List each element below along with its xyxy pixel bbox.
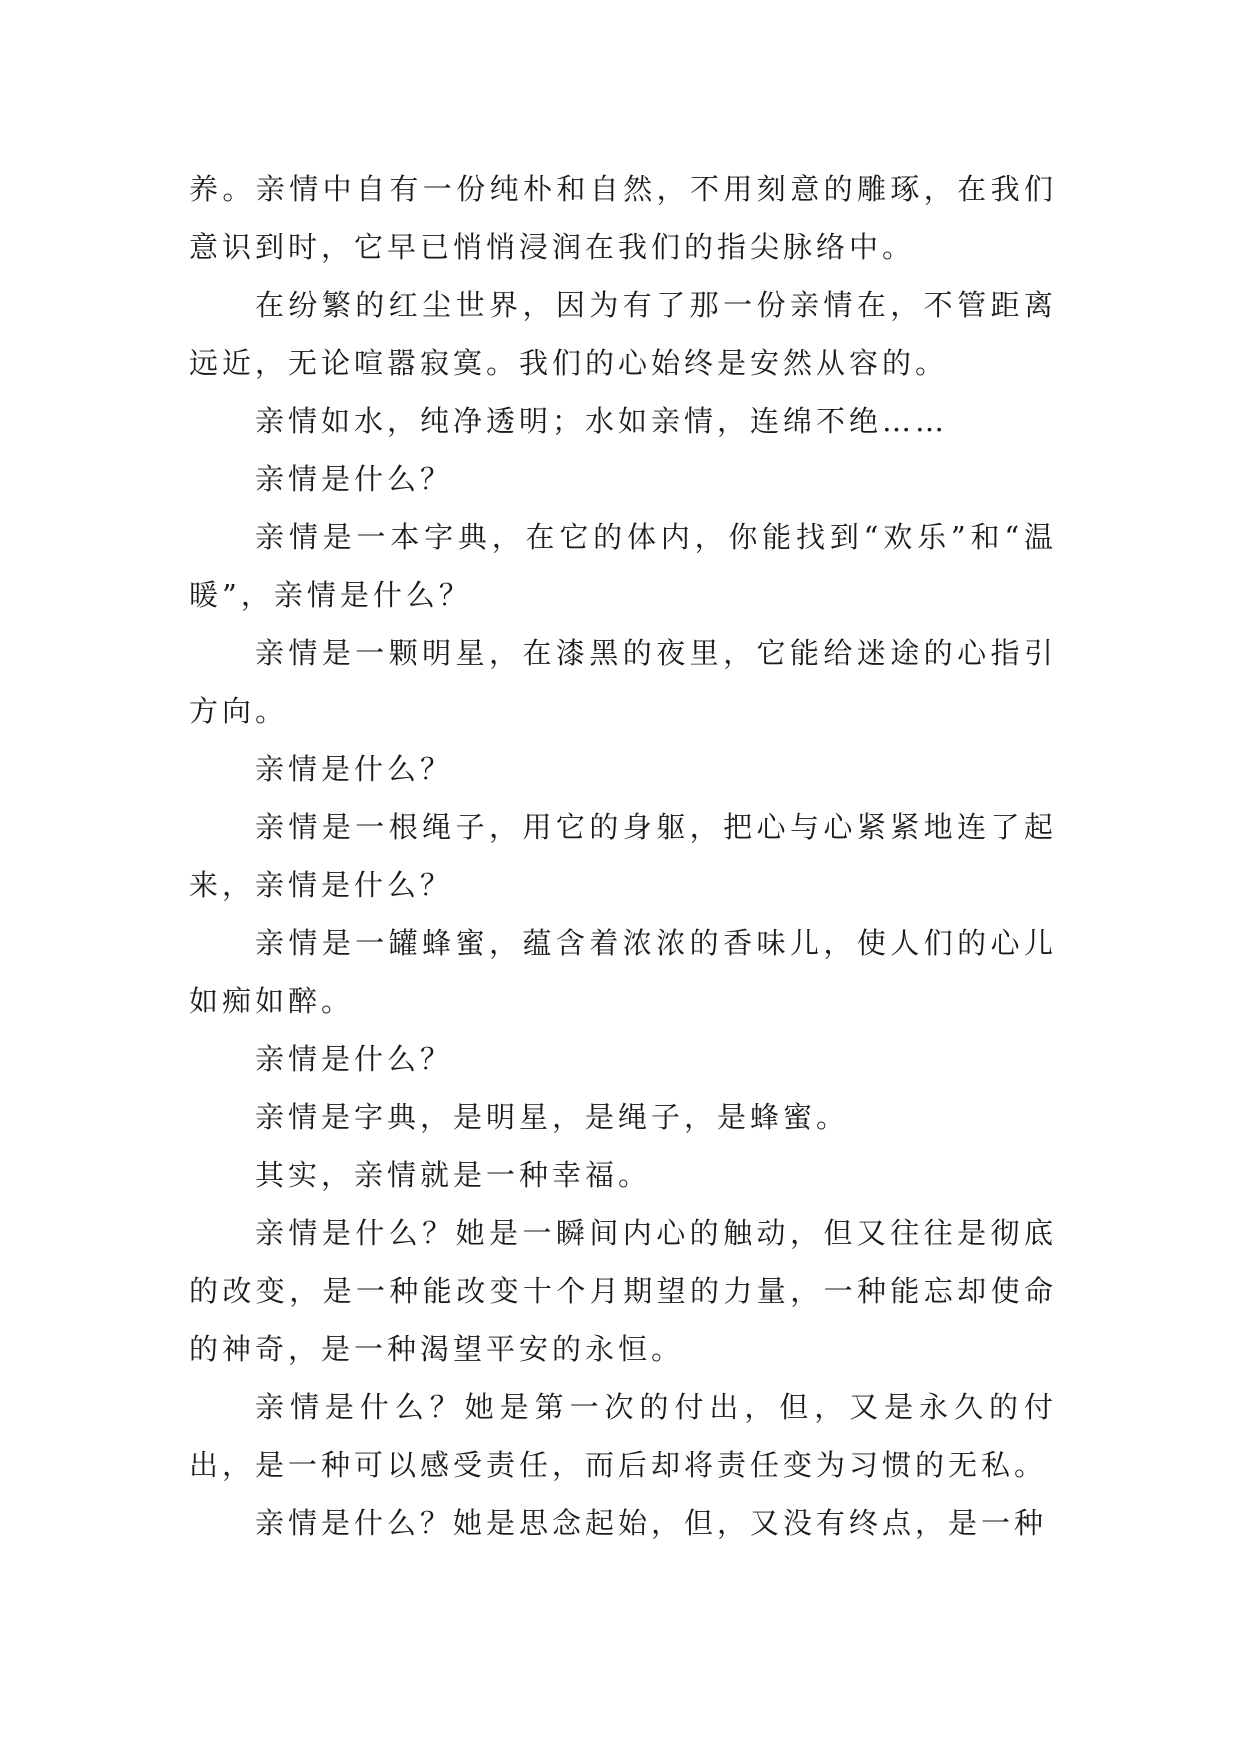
paragraph-15: 亲情是什么？她是思念起始，但，又没有终点，是一种: [255, 1506, 1048, 1540]
paragraph-5: 亲情是一本字典，在它的体内，你能找到“欢乐”和“温暖”，亲情是什么？: [189, 520, 1057, 612]
paragraph-14: 亲情是什么？她是第一次的付出，但，又是永久的付出，是一种可以感受责任，而后却将责任变为习惯的无私。: [189, 1390, 1057, 1482]
paragraph-9: 亲情是一罐蜂蜜，蕴含着浓浓的香味儿，使人们的心儿如痴如醉。: [189, 926, 1057, 1018]
document-page: [189, 160, 1057, 1552]
paragraph-2: 在纷繁的红尘世界，因为有了那一份亲情在，不管距离远近，无论喧嚣寂寞。我们的心始终是安然从容的。: [189, 288, 1057, 380]
paragraph-1: 养。亲情中自有一份纯朴和自然，不用刻意的雕琢，在我们意识到时，它早已悄悄浸润在我们的指尖脉络中。: [189, 172, 1057, 264]
paragraph-11: 亲情是字典，是明星，是绳子，是蜂蜜。: [255, 1100, 850, 1134]
paragraph-8: 亲情是一根绳子，用它的身躯，把心与心紧紧地连了起来，亲情是什么？: [189, 810, 1057, 902]
paragraph-7: 亲情是什么？: [255, 752, 454, 786]
paragraph-3: 亲情如水，纯净透明；水如亲情，连绵不绝……: [255, 404, 949, 438]
paragraph-4: 亲情是什么？: [255, 462, 454, 496]
paragraph-12: 其实，亲情就是一种幸福。: [255, 1158, 652, 1192]
paragraph-6: 亲情是一颗明星，在漆黑的夜里，它能给迷途的心指引方向。: [189, 636, 1057, 728]
paragraph-13: 亲情是什么？她是一瞬间内心的触动，但又往往是彻底的改变，是一种能改变十个月期望的力量，一种能忘却使命的神奇，是一种渴望平安的永恒。: [189, 1216, 1057, 1366]
paragraph-10: 亲情是什么？: [255, 1042, 454, 1076]
